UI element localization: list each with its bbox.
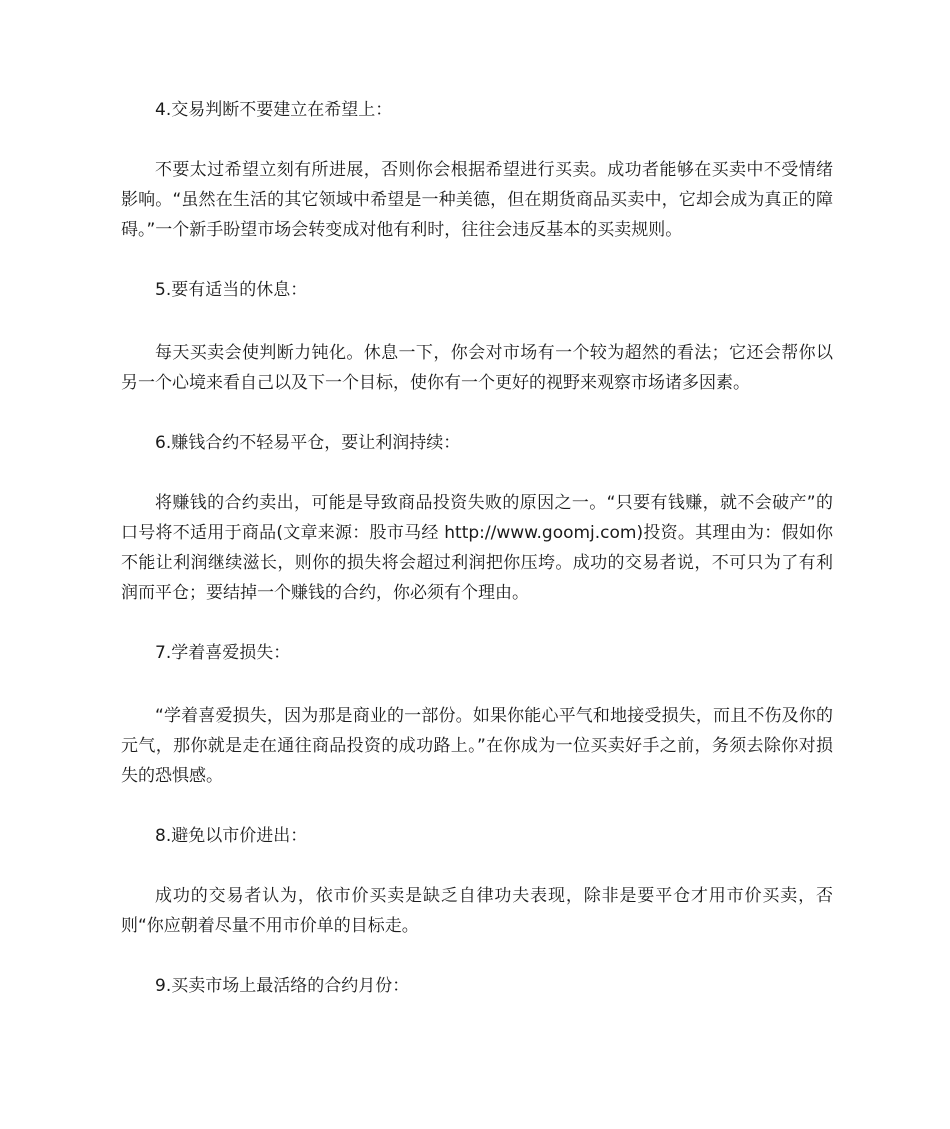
section-5-heading: 5.要有适当的休息： xyxy=(155,280,308,300)
section-5-paragraph: 每天买卖会使判断力钝化。休息一下，你会对市场有一个较为超然的看法；它还会帮你以另一个心境来看自己以及下一个目标，使你有一个更好的视野来观察市场诸多因素。 xyxy=(121,343,833,393)
section-9-heading: 9.买卖市场上最活络的合约月份： xyxy=(155,976,410,996)
section-7-heading: 7.学着喜爱损失： xyxy=(155,643,291,663)
section-6-heading: 6.赚钱合约不轻易平仓，要让利润持续： xyxy=(155,433,461,453)
section-4-paragraph: 不要太过希望立刻有所进展，否则你会根据希望进行买卖。成功者能够在买卖中不受情绪影响。“虽然在生活的其它领域中希望是一种美德，但在期货商品买卖中，它却会成为真正的障碍。”一个新手盼望市场会转变成对他有利时，往往会违反基本的买卖规则。 xyxy=(121,160,833,240)
section-6-paragraph: 将赚钱的合约卖出，可能是导致商品投资失败的原因之一。“只要有钱赚，就不会破产”的口号将不适用于商品(文章来源：股市马经 http://www.goomj.com)投资。其理由为：假如你不能让利润继续滋长，则你的损失将会超过利润把你压垮。成功的交易者说，不可只为了有利润而平仓；要结掉一个赚钱的合约，你必须有个理由。 xyxy=(121,493,833,603)
section-8-heading: 8.避免以市价进出： xyxy=(155,826,308,846)
section-7-paragraph: “学着喜爱损失，因为那是商业的一部份。如果你能心平气和地接受损失，而且不伤及你的元气，那你就是走在通往商品投资的成功路上。”在你成为一位买卖好手之前，务须去除你对损失的恐惧感。 xyxy=(121,706,833,786)
section-8-paragraph: 成功的交易者认为，依市价买卖是缺乏自律功夫表现，除非是要平仓才用市价买卖，否则“你应朝着尽量不用市价单的目标走。 xyxy=(121,886,833,936)
section-4-heading: 4.交易判断不要建立在希望上： xyxy=(155,100,393,120)
